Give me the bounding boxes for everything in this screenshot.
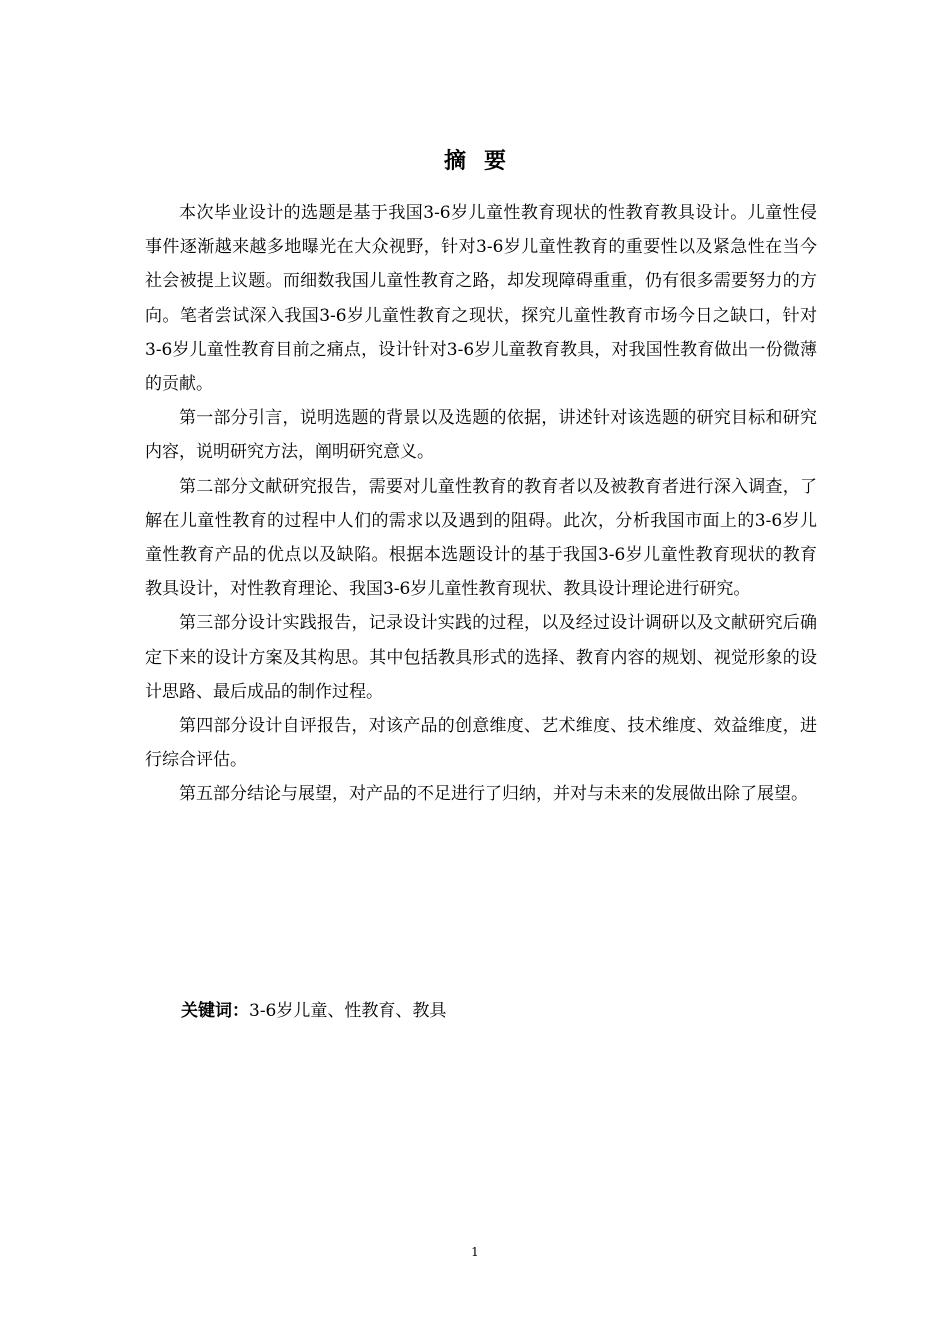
keywords-label: 关键词：: [181, 1001, 249, 1021]
abstract-paragraph-1: 本次毕业设计的选题是基于我国3-6岁儿童性教育现状的性教育教具设计。儿童性侵事件逐渐越来越多地曝光在大众视野，针对3-6岁儿童性教育的重要性以及紧急性在当今社会被提上议题。而细数我国儿童性教育之路，却发现障碍重重，仍有很多需要努力的方向。笔者尝试深入我国3-6岁儿童性教育之现状，探究儿童性教育市场今日之缺口，针对3-6岁儿童性教育目前之痛点，设计针对3-6岁儿童教育教具，对我国性教育做出一份微薄的贡献。: [145, 203, 817, 395]
abstract-paragraph-2: 第一部分引言，说明选题的背景以及选题的依据，讲述针对该选题的研究目标和研究内容，说明研究方法，阐明研究意义。: [145, 408, 817, 463]
abstract-paragraph-6: 第五部分结论与展望，对产品的不足进行了归纳，并对与未来的发展做出除了展望。: [179, 784, 808, 805]
abstract-paragraph-3: 第二部分文献研究报告，需要对儿童性教育的教育者以及被教育者进行深入调查，了解在儿童性教育的过程中人们的需求以及遇到的阻碍。此次，分析我国市面上的3-6岁儿童性教育产品的优点以及缺陷。根据本选题设计的基于我国3-6岁儿童性教育现状的教育教具设计，对性教育理论、我国3-6岁儿童性教育现状、教具设计理论进行研究。: [145, 476, 817, 600]
page-number: 1: [471, 1245, 479, 1259]
abstract-title: 摘要: [443, 148, 524, 174]
abstract-body: [145, 196, 817, 812]
keywords-value: 3-6岁儿童、性教育、教具: [249, 1001, 447, 1021]
abstract-paragraph-5: 第四部分设计自评报告，对该产品的创意维度、艺术维度、技术维度、效益维度，进行综合评估。: [145, 716, 817, 771]
abstract-paragraph-4: 第三部分设计实践报告，记录设计实践的过程，以及经过设计调研以及文献研究后确定下来的设计方案及其构思。其中包括教具形式的选择、教育内容的规划、视觉形象的设计思路、最后成品的制作过程。: [145, 613, 817, 702]
keywords-line: [181, 996, 781, 1026]
